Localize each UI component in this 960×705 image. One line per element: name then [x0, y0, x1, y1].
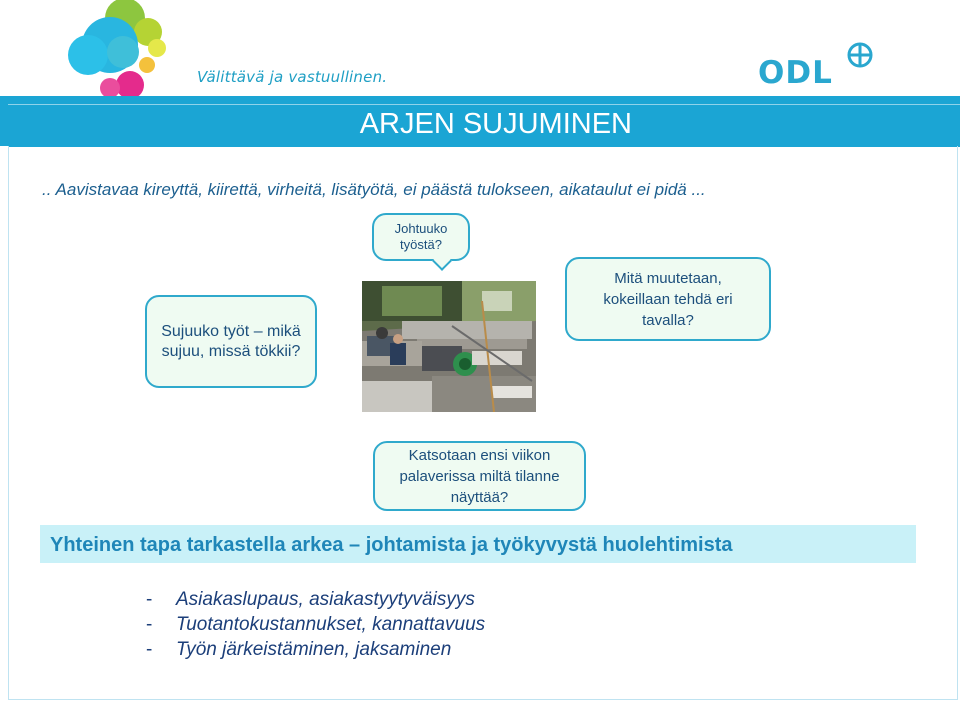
tagline: Välittävä ja vastuullinen. — [197, 68, 388, 86]
bullet-dash: - — [146, 614, 153, 635]
callout-right — [565, 257, 771, 341]
highlight-text: Yhteinen tapa tarkastella arkea – johtamista ja työkyvystä huolehtimista — [50, 534, 733, 556]
brand-logo: ODL — [758, 55, 833, 91]
list-item — [146, 612, 485, 637]
callout-top-text: Johtuuko työstä? — [394, 221, 448, 252]
cross-emblem-icon — [846, 41, 874, 69]
bullet-dash: - — [146, 589, 153, 610]
list-item — [146, 637, 485, 662]
callout-left-text: Sujuuko työt – mikä sujuu, missä tökkii? — [161, 322, 301, 360]
callout-bottom — [373, 441, 586, 511]
bullet-list — [146, 587, 485, 662]
bullet-dash: - — [146, 639, 153, 660]
flower-logo-icon — [50, 0, 175, 100]
bullet-text: Tuotantokustannukset, kannattavuus — [176, 614, 486, 635]
callout-left — [145, 295, 317, 388]
callout-right-text: Mitä muutetaan, kokeillaan tehdä eri tavalla? — [603, 269, 733, 329]
bullet-text: Työn järkeistäminen, jaksaminen — [176, 639, 452, 660]
construction-site-photo — [362, 281, 536, 412]
bullet-text: Asiakaslupaus, asiakastyytyväisyys — [176, 589, 475, 610]
intro-text: .. Aavistavaa kireyttä, kiirettä, virheitä, lisätyötä, ei päästä tulokseen, aikataulut ei pidä ... — [42, 180, 706, 199]
list-item — [146, 587, 485, 612]
callout-bottom-text: Katsotaan ensi viikon palaverissa miltä tilanne näyttää? — [399, 446, 560, 506]
page-title: ARJEN SUJUMINEN — [359, 108, 632, 140]
callout-top — [372, 213, 470, 261]
